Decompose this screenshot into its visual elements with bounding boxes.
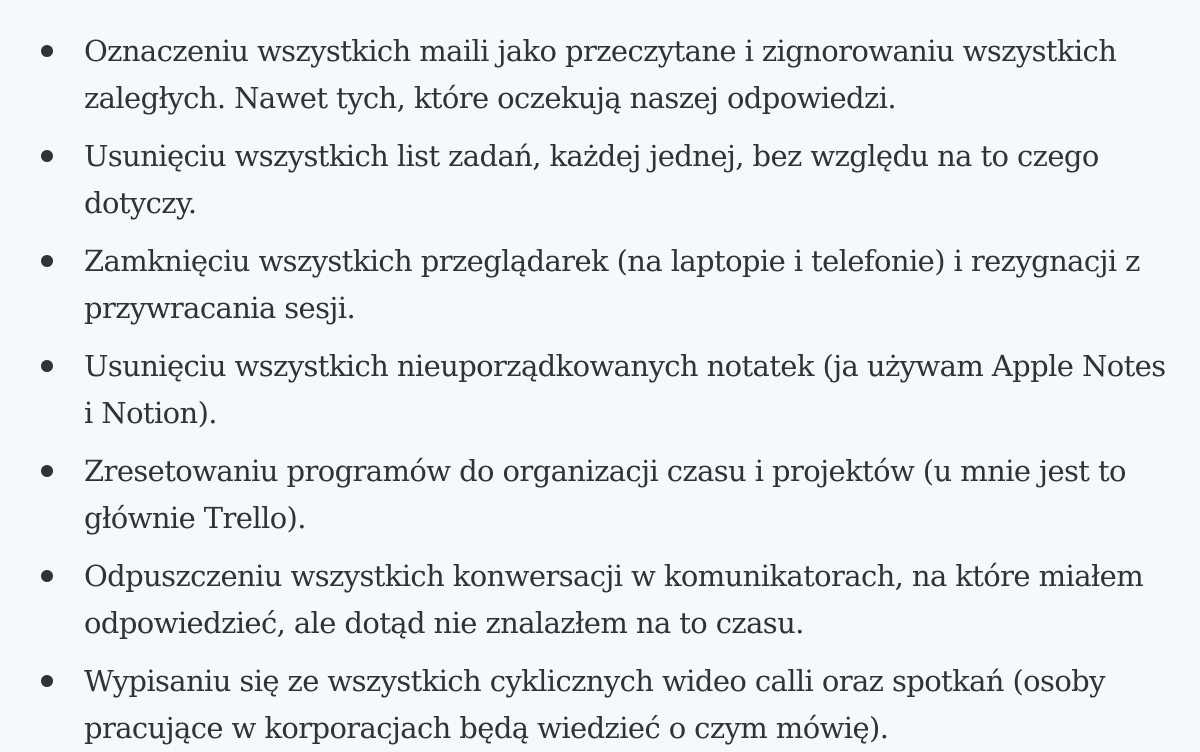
list-item bbox=[84, 343, 1174, 437]
list-item-text: Zresetowaniu programów do organizacji czasu i projektów (u mnie jest to głównie Trello). bbox=[84, 454, 1126, 535]
list-item bbox=[84, 28, 1174, 122]
bullet-icon bbox=[41, 255, 53, 267]
bullet-icon bbox=[41, 570, 53, 582]
list-item bbox=[84, 658, 1174, 752]
list-item bbox=[84, 448, 1174, 542]
bullet-icon bbox=[41, 150, 53, 162]
bullet-icon bbox=[41, 360, 53, 372]
list-item-text: Odpuszczeniu wszystkich konwersacji w komunikatorach, na które miałem odpowiedzieć, ale dotąd nie znalazłem na to czasu. bbox=[84, 559, 1144, 640]
list-item bbox=[84, 238, 1174, 332]
bullet-icon bbox=[41, 675, 53, 687]
list-item bbox=[84, 553, 1174, 647]
bullet-icon bbox=[41, 465, 53, 477]
list-item bbox=[84, 133, 1174, 227]
bullet-icon bbox=[41, 45, 53, 57]
list-item-text: Zamknięciu wszystkich przeglądarek (na laptopie i telefonie) i rezygnacji z przywracania sesji. bbox=[84, 244, 1140, 325]
bullet-list bbox=[84, 28, 1174, 752]
list-item-text: Usunięciu wszystkich list zadań, każdej jednej, bez względu na to czego dotyczy. bbox=[84, 139, 1099, 220]
list-item-text: Usunięciu wszystkich nieuporządkowanych notatek (ja używam Apple Notes i Notion). bbox=[84, 349, 1166, 430]
list-item-text: Oznaczeniu wszystkich maili jako przeczytane i zignorowaniu wszystkich zaległych. Nawet tych, które oczekują naszej odpowiedzi. bbox=[84, 34, 1117, 115]
list-item-text: Wypisaniu się ze wszystkich cyklicznych wideo calli oraz spotkań (osoby pracujące w korporacjach będą wiedzieć o czym mówię). bbox=[84, 664, 1105, 745]
